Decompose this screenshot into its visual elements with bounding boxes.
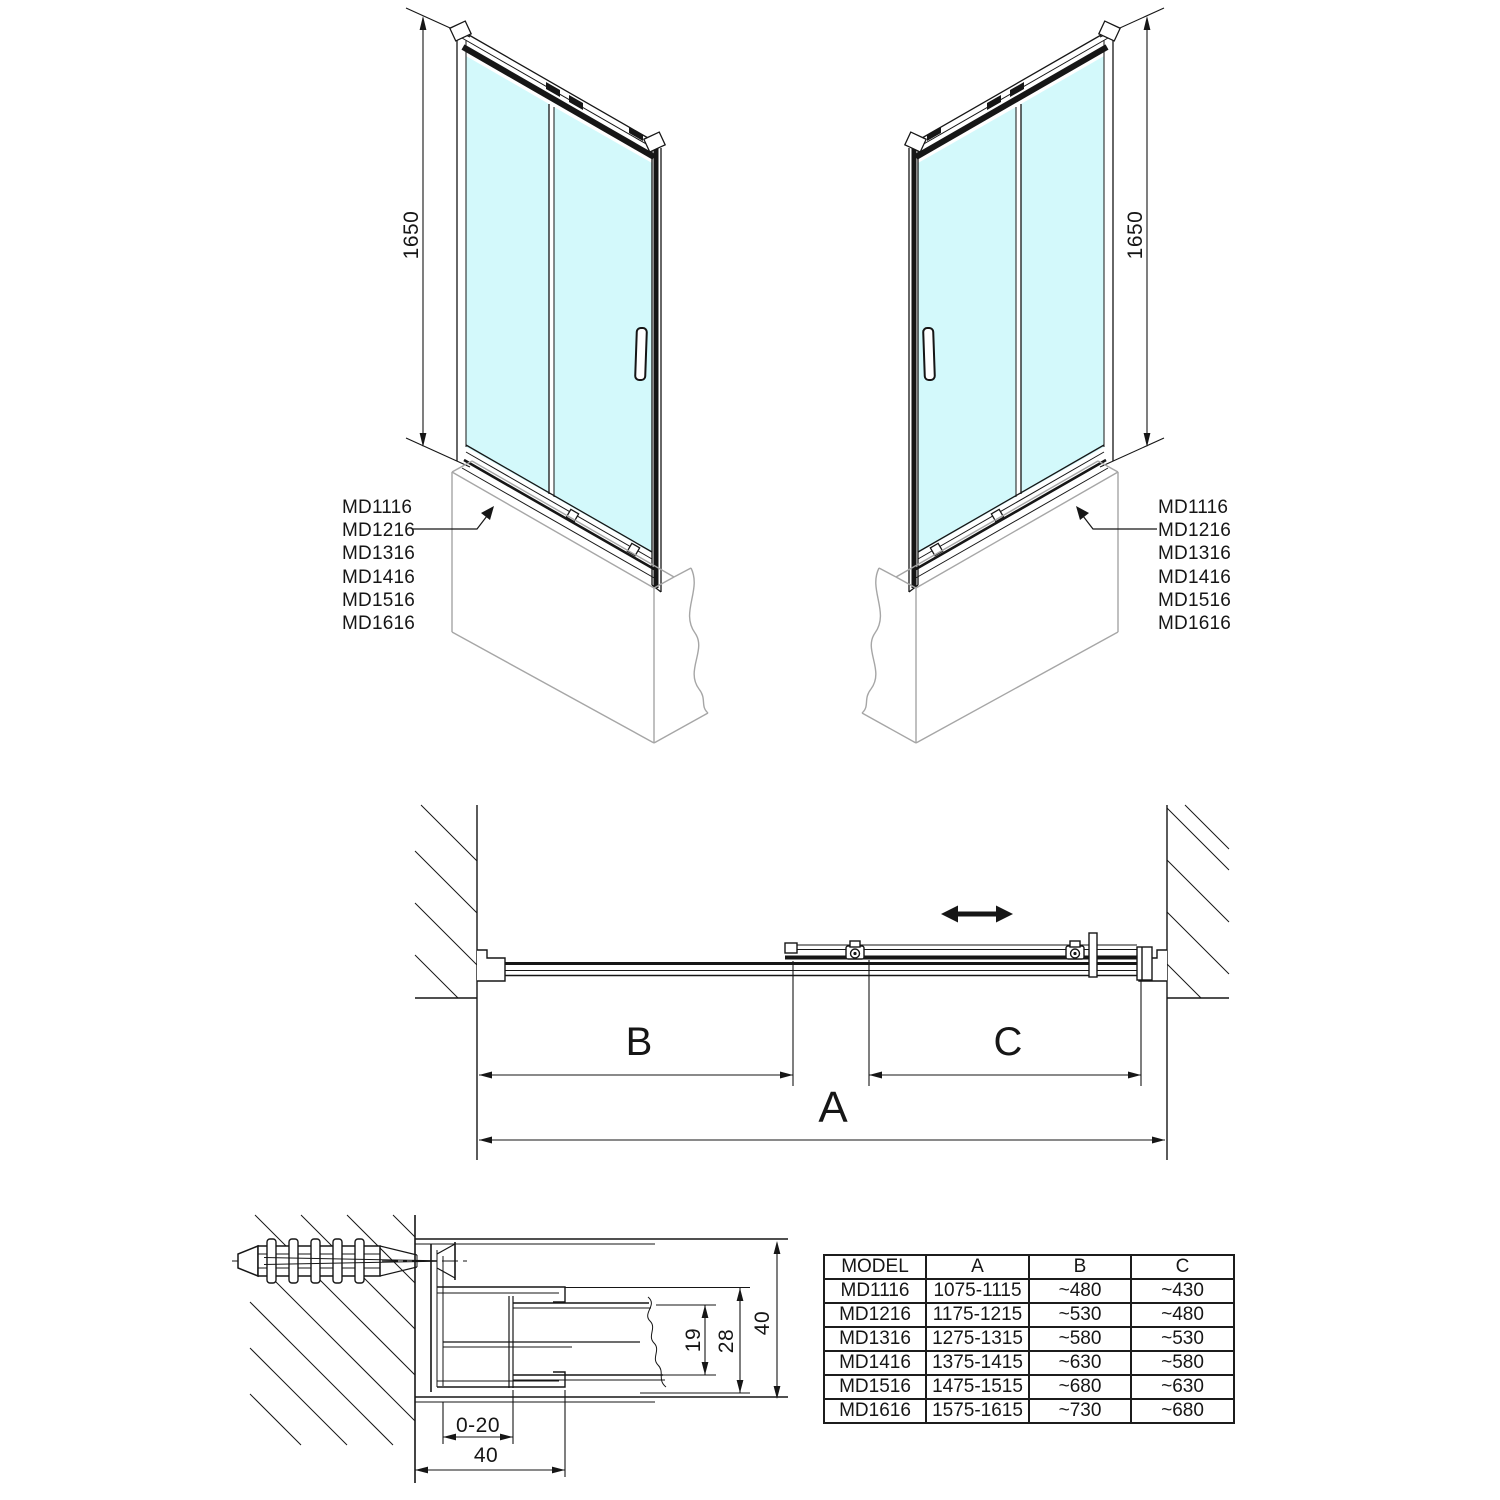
door-handle [635, 328, 647, 380]
spec-header-model: MODEL [824, 1255, 926, 1279]
cell-c: ~530 [1131, 1327, 1234, 1351]
cell-b: ~530 [1029, 1303, 1131, 1327]
model-item: MD1116 [342, 497, 413, 518]
cell-model: MD1416 [824, 1351, 926, 1375]
table-row [824, 1303, 1234, 1327]
table-row [824, 1279, 1234, 1303]
detail-dim-adjust-label: 0-20 [455, 1414, 501, 1437]
table-row [824, 1327, 1234, 1351]
cell-a: 1575-1615 [926, 1399, 1029, 1423]
roller-left [846, 941, 864, 959]
anchor-screw [232, 1239, 470, 1283]
cell-b: ~730 [1029, 1399, 1131, 1423]
model-item: MD1616 [1158, 613, 1232, 635]
roller-right [1066, 941, 1084, 959]
wall-left [415, 805, 477, 1160]
model-item: MD1416 [1158, 566, 1232, 588]
door-elevation-right [862, 8, 1164, 743]
cell-c: ~480 [1131, 1303, 1234, 1327]
model-item: MD1516 [1158, 589, 1232, 611]
table-row [824, 1399, 1234, 1423]
plan-dim-c-label: C [993, 1020, 1023, 1064]
cell-c: ~430 [1131, 1279, 1234, 1303]
height-dim-label-right: 1650 [1124, 210, 1147, 260]
model-list-right [1158, 496, 1231, 635]
model-item: MD1216 [1158, 520, 1232, 542]
cell-model: MD1216 [824, 1303, 926, 1327]
slide-direction-arrow [941, 906, 1013, 923]
spec-header-c: C [1131, 1255, 1234, 1279]
cell-a: 1075-1115 [926, 1279, 1029, 1303]
detail-dim-width-label: 40 [473, 1444, 499, 1467]
model-item: MD1516 [342, 589, 416, 611]
cell-c: ~680 [1131, 1399, 1234, 1423]
spec-header-b: B [1029, 1255, 1131, 1279]
cell-model: MD1316 [824, 1327, 926, 1351]
table-row [824, 1375, 1234, 1399]
cell-model: MD1116 [824, 1279, 926, 1303]
cell-a: 1475-1515 [926, 1375, 1029, 1399]
model-item: MD1416 [342, 566, 416, 588]
model-leader [413, 506, 494, 529]
cell-a: 1175-1215 [926, 1303, 1029, 1327]
detail-dim-inner-depth-label: 28 [715, 1328, 738, 1354]
model-list-left [342, 496, 415, 635]
model-item: MD1616 [342, 613, 416, 635]
cell-a: 1275-1315 [926, 1327, 1029, 1351]
height-dim-label-left: 1650 [400, 210, 423, 260]
detail-dim-glass-gap-label: 19 [682, 1327, 705, 1353]
cell-c: ~580 [1131, 1351, 1234, 1375]
cell-a: 1375-1415 [926, 1351, 1029, 1375]
cell-b: ~680 [1029, 1375, 1131, 1399]
door-elevation-left [406, 8, 708, 743]
model-item: MD1316 [1158, 543, 1232, 565]
cell-b: ~580 [1029, 1327, 1131, 1351]
spec-header-a: A [926, 1255, 1029, 1279]
cell-c: ~630 [1131, 1375, 1234, 1399]
plan-dim-b-label: B [625, 1020, 653, 1064]
cell-b: ~630 [1029, 1351, 1131, 1375]
spec-table-header-row [824, 1255, 1234, 1279]
model-item: MD1316 [342, 543, 416, 565]
plan-dim-a-label: A [818, 1083, 848, 1132]
model-item: MD1216 [342, 520, 416, 542]
spec-table [823, 1254, 1235, 1424]
wall-right [1167, 805, 1229, 1160]
cell-b: ~480 [1029, 1279, 1131, 1303]
model-item: MD1116 [1158, 497, 1229, 518]
table-row [824, 1351, 1234, 1375]
cell-model: MD1516 [824, 1375, 926, 1399]
cell-model: MD1616 [824, 1399, 926, 1423]
detail-dim-profile-depth-label: 40 [751, 1310, 774, 1336]
